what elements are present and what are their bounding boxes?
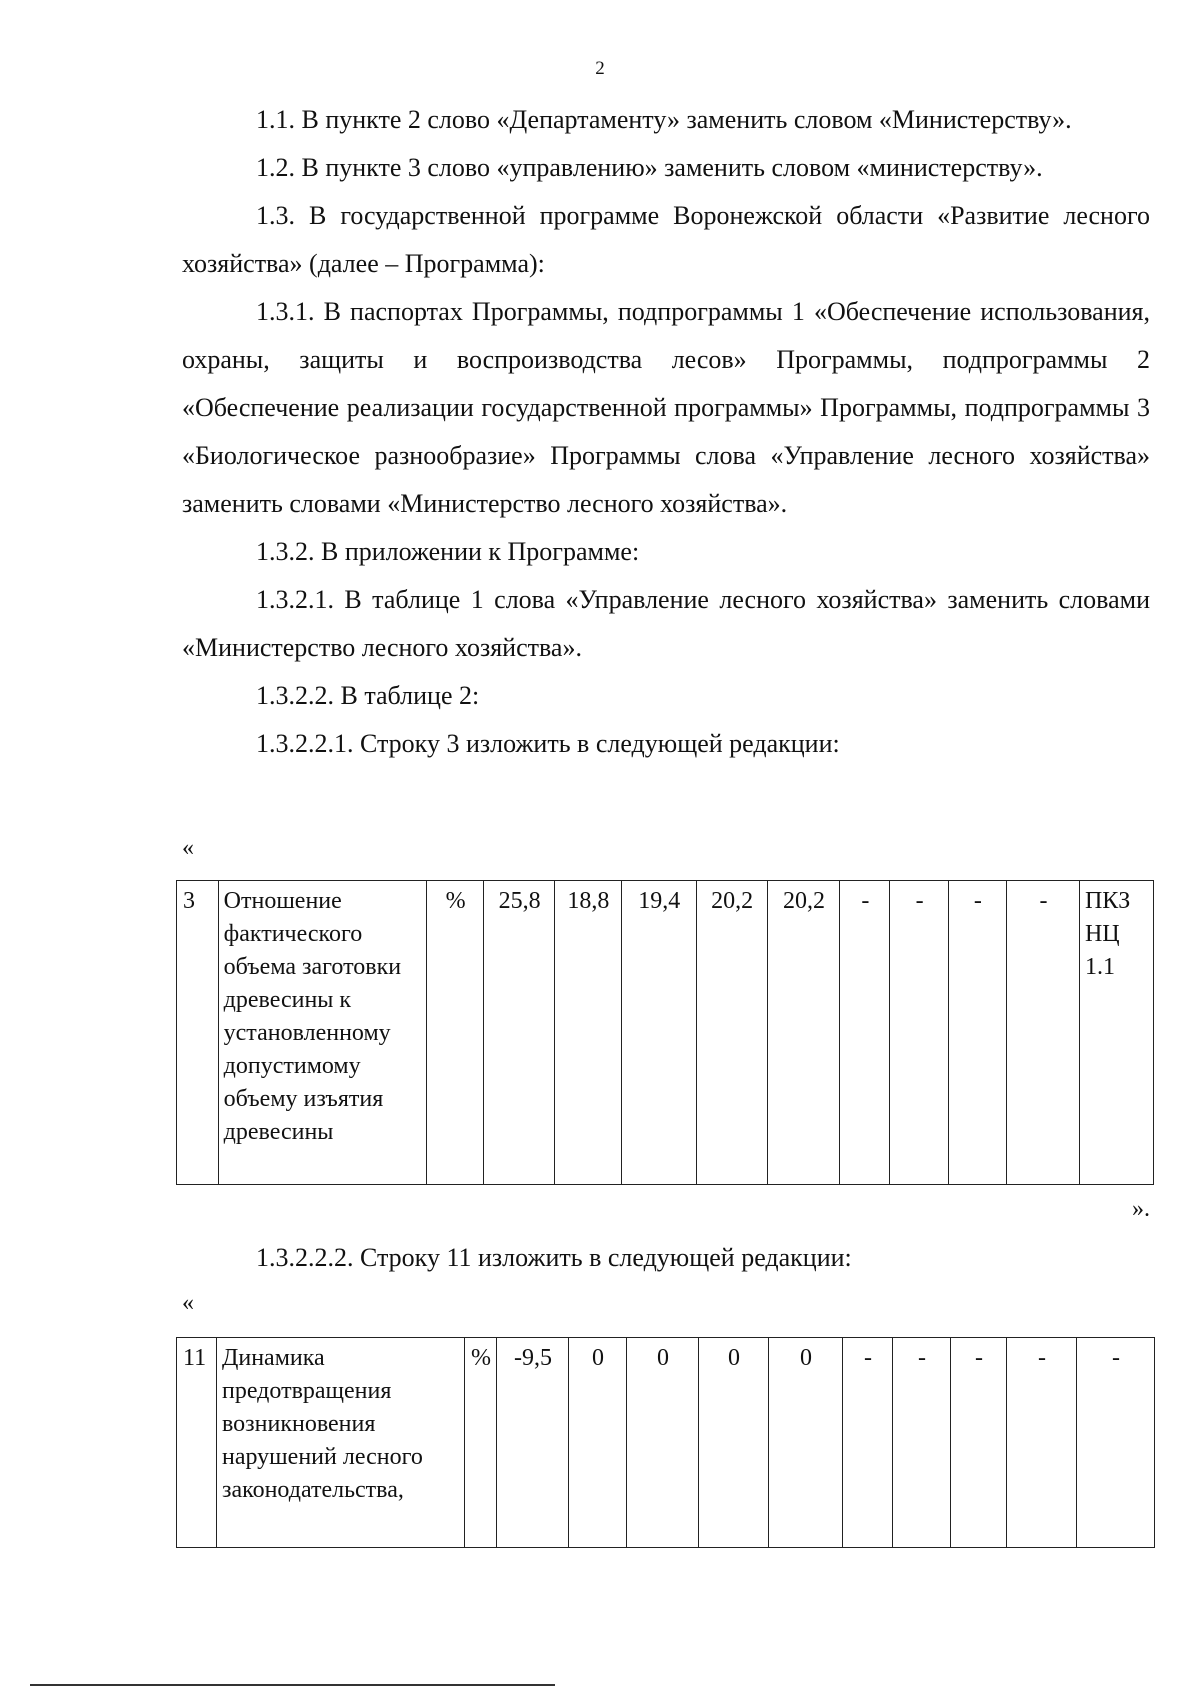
value-cell: 20,2 (767, 881, 840, 1185)
paragraph-1-3-2: 1.3.2. В приложении к Программе: (256, 537, 640, 566)
value-cell: 19,4 (621, 881, 696, 1185)
value-cell: - (948, 881, 1006, 1185)
row-number: 11 (177, 1338, 217, 1548)
value-cell: - (1077, 1338, 1155, 1548)
unit-cell: % (465, 1338, 497, 1548)
paragraph-1-1: 1.1. В пункте 2 слово «Департаменту» заменить словом «Министерству». (256, 105, 1072, 134)
value-cell: - (1007, 881, 1080, 1185)
unit-cell: % (426, 881, 483, 1185)
value-cell: - (951, 1338, 1007, 1548)
opening-quote-1: « (182, 835, 194, 861)
value-cell: 18,8 (555, 881, 622, 1185)
opening-quote-2: « (182, 1290, 194, 1316)
reference-cell: ПКЗ НЦ 1.1 (1079, 881, 1153, 1185)
value-cell: - (893, 1338, 951, 1548)
value-cell: - (1007, 1338, 1077, 1548)
indicator-name: Динамика предотвращения возникновения нарушений лесного законодательства, (217, 1338, 465, 1548)
table-row-3 (176, 880, 1154, 1185)
page-number: 2 (595, 58, 605, 79)
value-cell: 20,2 (696, 881, 767, 1185)
paragraph-1-3: 1.3. В государственной программе Воронежской области «Развитие лесного хозяйства» (далее – Программа): (182, 201, 1150, 278)
paragraph-1-3-1: 1.3.1. В паспортах Программы, подпрограммы 1 «Обеспечение использования, охраны, защиты и воспроизводства лесов» Программы, подпрограммы 2 «Обеспечение реализации государственной программы» Программы, подпрограммы 3 «Биологическое разнообразие» Программы слова «Управление лесного хозяйства» заменить словами «Министерство лесного хозяйства». (182, 297, 1150, 518)
paragraph-1-3-2-2: 1.3.2.2. В таблице 2: (256, 681, 480, 710)
paragraph-1-3-2-2-2: 1.3.2.2.2. Строку 11 изложить в следующей редакции: (256, 1243, 852, 1272)
value-cell: 0 (699, 1338, 769, 1548)
document-body (182, 96, 1150, 768)
indicator-name: Отношение фактического объема заготовки древесины к установленному допустимому объему изъятия древесины (218, 881, 426, 1185)
paragraph-1-2: 1.2. В пункте 3 слово «управлению» заменить словом «министерству». (256, 153, 1043, 182)
row-number: 3 (177, 881, 219, 1185)
value-cell: 0 (769, 1338, 843, 1548)
value-cell: 0 (569, 1338, 627, 1548)
table-row-11 (176, 1337, 1155, 1548)
value-cell: - (843, 1338, 893, 1548)
paragraph-1-3-2-2-1: 1.3.2.2.1. Строку 3 изложить в следующей редакции: (256, 729, 840, 758)
value-cell: -9,5 (497, 1338, 569, 1548)
footer-rule (30, 1684, 555, 1686)
value-cell: - (890, 881, 948, 1185)
value-cell: 25,8 (484, 881, 555, 1185)
closing-quote: ». (1132, 1196, 1150, 1222)
value-cell: 0 (627, 1338, 699, 1548)
paragraph-1-3-2-1: 1.3.2.1. В таблице 1 слова «Управление лесного хозяйства» заменить словами «Министерство лесного хозяйства». (182, 585, 1150, 662)
value-cell: - (840, 881, 890, 1185)
